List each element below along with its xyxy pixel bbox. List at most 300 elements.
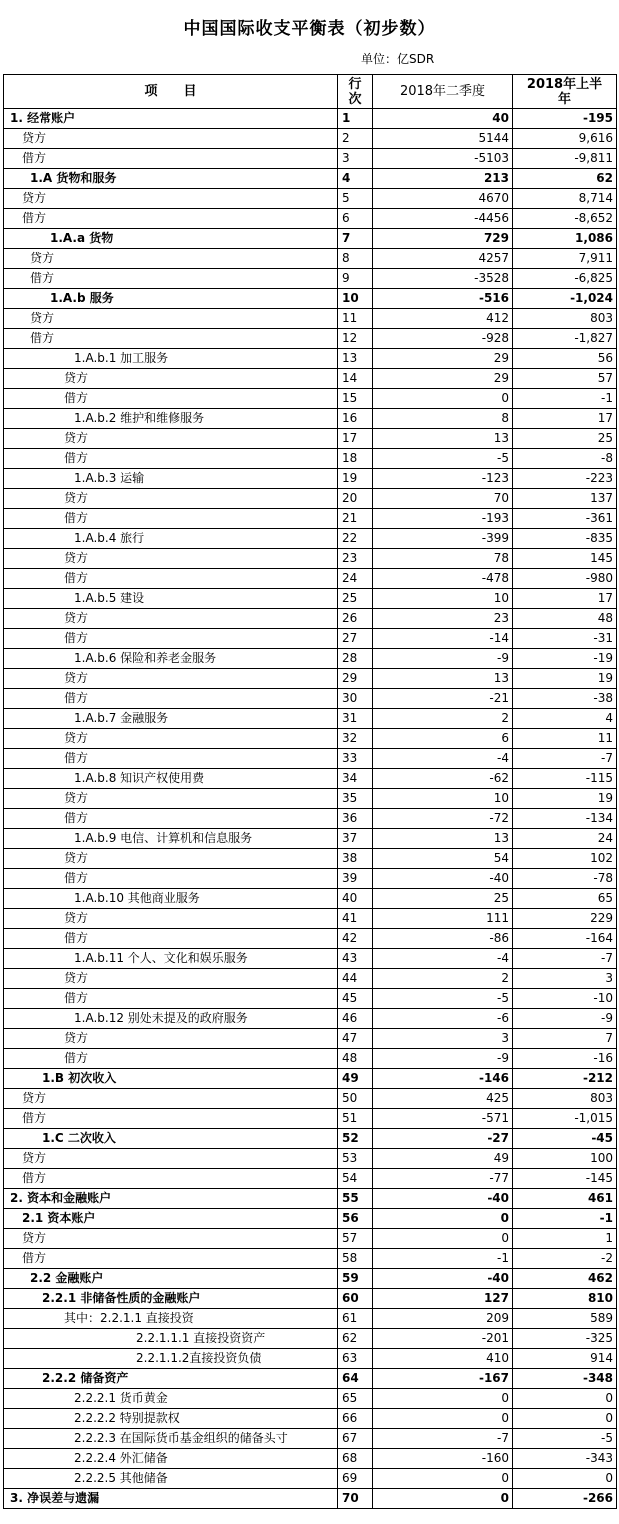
row-value-h1: -2 (513, 1249, 617, 1269)
row-item: 2.2.1.1.1 直接投资资产 (4, 1329, 338, 1349)
row-value-q2: -399 (373, 529, 513, 549)
row-number: 44 (338, 969, 373, 989)
row-value-h1: 7 (513, 1029, 617, 1049)
table-row (4, 1349, 617, 1369)
row-value-q2: 23 (373, 609, 513, 629)
table-row (4, 709, 617, 729)
row-item: 2.2.2.2 特别提款权 (4, 1409, 338, 1429)
row-number: 37 (338, 829, 373, 849)
row-value-q2: -40 (373, 1269, 513, 1289)
row-number: 56 (338, 1209, 373, 1229)
row-number: 7 (338, 229, 373, 249)
table-row (4, 269, 617, 289)
table-row (4, 1409, 617, 1429)
row-value-h1: 803 (513, 309, 617, 329)
row-number: 46 (338, 1009, 373, 1029)
table-row (4, 1469, 617, 1489)
row-value-h1: 65 (513, 889, 617, 909)
row-item: 贷方 (4, 1229, 338, 1249)
row-item: 2.2.1 非储备性质的金融账户 (4, 1289, 338, 1309)
row-value-h1: 0 (513, 1409, 617, 1429)
row-value-q2: 10 (373, 589, 513, 609)
row-value-h1: -10 (513, 989, 617, 1009)
row-item: 2.2.2.3 在国际货币基金组织的储备头寸 (4, 1429, 338, 1449)
row-item: 1.C 二次收入 (4, 1129, 338, 1149)
row-number: 52 (338, 1129, 373, 1149)
row-item: 贷方 (4, 129, 338, 149)
header-row-number: 行次 (338, 75, 373, 109)
row-value-q2: -201 (373, 1329, 513, 1349)
row-number: 49 (338, 1069, 373, 1089)
table-row (4, 809, 617, 829)
row-value-h1: -1 (513, 389, 617, 409)
table-row (4, 1309, 617, 1329)
row-number: 47 (338, 1029, 373, 1049)
row-value-h1: 57 (513, 369, 617, 389)
row-item: 借方 (4, 869, 338, 889)
row-value-h1: -19 (513, 649, 617, 669)
row-value-q2: -27 (373, 1129, 513, 1149)
row-item: 2.1 资本账户 (4, 1209, 338, 1229)
row-value-h1: 0 (513, 1389, 617, 1409)
table-row (4, 909, 617, 929)
row-value-q2: -21 (373, 689, 513, 709)
row-value-h1: -6,825 (513, 269, 617, 289)
row-value-h1: 19 (513, 789, 617, 809)
row-number: 28 (338, 649, 373, 669)
row-value-h1: -195 (513, 109, 617, 129)
row-item: 贷方 (4, 789, 338, 809)
row-value-q2: 54 (373, 849, 513, 869)
row-number: 40 (338, 889, 373, 909)
row-item: 1.A.b.9 电信、计算机和信息服务 (4, 829, 338, 849)
row-number: 23 (338, 549, 373, 569)
table-row (4, 329, 617, 349)
row-number: 64 (338, 1369, 373, 1389)
table-row (4, 889, 617, 909)
row-value-h1: 19 (513, 669, 617, 689)
row-value-q2: 40 (373, 109, 513, 129)
row-value-q2: -77 (373, 1169, 513, 1189)
row-value-h1: 1,086 (513, 229, 617, 249)
row-value-h1: -1,015 (513, 1109, 617, 1129)
row-number: 21 (338, 509, 373, 529)
row-value-q2: 410 (373, 1349, 513, 1369)
row-number: 54 (338, 1169, 373, 1189)
row-number: 45 (338, 989, 373, 1009)
row-value-q2: 49 (373, 1149, 513, 1169)
row-item: 贷方 (4, 189, 338, 209)
row-number: 43 (338, 949, 373, 969)
row-value-q2: -478 (373, 569, 513, 589)
row-item: 借方 (4, 929, 338, 949)
table-row (4, 1029, 617, 1049)
table-row (4, 189, 617, 209)
row-number: 29 (338, 669, 373, 689)
table-row (4, 1449, 617, 1469)
row-number: 58 (338, 1249, 373, 1269)
row-value-h1: 7,911 (513, 249, 617, 269)
row-value-h1: -38 (513, 689, 617, 709)
row-number: 16 (338, 409, 373, 429)
row-number: 69 (338, 1469, 373, 1489)
table-row (4, 109, 617, 129)
row-value-h1: 1 (513, 1229, 617, 1249)
row-value-q2: 5144 (373, 129, 513, 149)
table-row (4, 209, 617, 229)
row-number: 57 (338, 1229, 373, 1249)
table-row (4, 1049, 617, 1069)
row-number: 65 (338, 1389, 373, 1409)
row-item: 借方 (4, 329, 338, 349)
table-row (4, 429, 617, 449)
row-value-h1: -164 (513, 929, 617, 949)
table-header-row (4, 75, 617, 109)
table-row (4, 1189, 617, 1209)
row-number: 20 (338, 489, 373, 509)
row-value-h1: -115 (513, 769, 617, 789)
row-number: 4 (338, 169, 373, 189)
row-value-q2: 2 (373, 709, 513, 729)
row-number: 59 (338, 1269, 373, 1289)
row-number: 6 (338, 209, 373, 229)
row-item: 借方 (4, 389, 338, 409)
table-row (4, 929, 617, 949)
table-row (4, 969, 617, 989)
row-value-h1: 0 (513, 1469, 617, 1489)
row-number: 60 (338, 1289, 373, 1309)
row-item: 借方 (4, 209, 338, 229)
row-item: 1.A 货物和服务 (4, 169, 338, 189)
row-item: 1.A.b.10 其他商业服务 (4, 889, 338, 909)
header-q2-2018: 2018年二季度 (373, 75, 513, 109)
row-item: 贷方 (4, 969, 338, 989)
row-item: 1.A.b.1 加工服务 (4, 349, 338, 369)
row-number: 15 (338, 389, 373, 409)
row-item: 借方 (4, 1109, 338, 1129)
row-value-q2: 8 (373, 409, 513, 429)
row-value-h1: -1,024 (513, 289, 617, 309)
table-row (4, 1209, 617, 1229)
row-value-q2: -160 (373, 1449, 513, 1469)
row-value-q2: -146 (373, 1069, 513, 1089)
row-value-q2: 29 (373, 349, 513, 369)
row-value-h1: -7 (513, 749, 617, 769)
row-number: 41 (338, 909, 373, 929)
row-number: 62 (338, 1329, 373, 1349)
table-row (4, 1429, 617, 1449)
table-row (4, 689, 617, 709)
row-value-q2: 10 (373, 789, 513, 809)
row-number: 22 (338, 529, 373, 549)
row-number: 9 (338, 269, 373, 289)
table-row (4, 1389, 617, 1409)
row-item: 贷方 (4, 909, 338, 929)
row-number: 53 (338, 1149, 373, 1169)
row-item: 贷方 (4, 1029, 338, 1049)
row-value-h1: -325 (513, 1329, 617, 1349)
row-item: 1.A.b.7 金融服务 (4, 709, 338, 729)
row-item: 贷方 (4, 729, 338, 749)
row-value-q2: 4257 (373, 249, 513, 269)
row-value-h1: 11 (513, 729, 617, 749)
row-value-q2: 111 (373, 909, 513, 929)
row-value-q2: -9 (373, 649, 513, 669)
row-item: 1.A.b.5 建设 (4, 589, 338, 609)
row-item: 贷方 (4, 1089, 338, 1109)
table-row (4, 589, 617, 609)
row-value-q2: -1 (373, 1249, 513, 1269)
row-number: 24 (338, 569, 373, 589)
row-number: 66 (338, 1409, 373, 1429)
row-number: 61 (338, 1309, 373, 1329)
table-row (4, 169, 617, 189)
table-row (4, 569, 617, 589)
row-value-h1: -1 (513, 1209, 617, 1229)
table-row (4, 1149, 617, 1169)
row-value-h1: -223 (513, 469, 617, 489)
row-number: 55 (338, 1189, 373, 1209)
table-row (4, 1009, 617, 1029)
row-value-h1: 24 (513, 829, 617, 849)
row-value-h1: 8,714 (513, 189, 617, 209)
row-value-q2: 78 (373, 549, 513, 569)
header-h1-2018: 2018年上半年 (513, 75, 617, 109)
row-item: 1.B 初次收入 (4, 1069, 338, 1089)
row-number: 12 (338, 329, 373, 349)
row-item: 借方 (4, 749, 338, 769)
row-item: 1.A.b.3 运输 (4, 469, 338, 489)
table-row (4, 769, 617, 789)
row-number: 14 (338, 369, 373, 389)
table-row (4, 449, 617, 469)
row-value-h1: -343 (513, 1449, 617, 1469)
row-item: 2.2.2.4 外汇储备 (4, 1449, 338, 1469)
row-item: 贷方 (4, 1149, 338, 1169)
row-value-q2: -72 (373, 809, 513, 829)
table-row (4, 129, 617, 149)
row-item: 2.2 金融账户 (4, 1269, 338, 1289)
row-item: 3. 净误差与遗漏 (4, 1489, 338, 1509)
row-item: 借方 (4, 989, 338, 1009)
row-number: 33 (338, 749, 373, 769)
row-value-h1: 100 (513, 1149, 617, 1169)
row-number: 68 (338, 1449, 373, 1469)
table-row (4, 1289, 617, 1309)
row-value-q2: 25 (373, 889, 513, 909)
row-number: 10 (338, 289, 373, 309)
row-value-q2: 0 (373, 1409, 513, 1429)
row-number: 2 (338, 129, 373, 149)
row-number: 50 (338, 1089, 373, 1109)
row-number: 17 (338, 429, 373, 449)
table-row (4, 409, 617, 429)
row-item: 1.A.b.4 旅行 (4, 529, 338, 549)
row-item: 1.A.b.12 别处未提及的政府服务 (4, 1009, 338, 1029)
row-value-q2: 0 (373, 389, 513, 409)
table-row (4, 1129, 617, 1149)
row-value-h1: 102 (513, 849, 617, 869)
row-item: 贷方 (4, 309, 338, 329)
row-value-h1: -8,652 (513, 209, 617, 229)
row-item: 2.2.2.1 货币黄金 (4, 1389, 338, 1409)
table-row (4, 989, 617, 1009)
table-row (4, 1069, 617, 1089)
row-number: 42 (338, 929, 373, 949)
table-row (4, 349, 617, 369)
row-value-q2: -516 (373, 289, 513, 309)
row-value-h1: -212 (513, 1069, 617, 1089)
row-item: 借方 (4, 1049, 338, 1069)
row-value-h1: 589 (513, 1309, 617, 1329)
row-item: 1.A.b.11 个人、文化和娱乐服务 (4, 949, 338, 969)
row-value-q2: 412 (373, 309, 513, 329)
row-item: 贷方 (4, 249, 338, 269)
row-value-q2: -40 (373, 1189, 513, 1209)
row-value-q2: 209 (373, 1309, 513, 1329)
table-row (4, 629, 617, 649)
row-item: 借方 (4, 509, 338, 529)
row-number: 5 (338, 189, 373, 209)
row-value-h1: 9,616 (513, 129, 617, 149)
row-value-q2: -62 (373, 769, 513, 789)
page-title: 中国国际收支平衡表（初步数） (183, 19, 436, 39)
row-number: 32 (338, 729, 373, 749)
row-value-h1: -361 (513, 509, 617, 529)
table-body (4, 109, 617, 1509)
row-value-h1: 17 (513, 589, 617, 609)
row-value-h1: -16 (513, 1049, 617, 1069)
row-value-h1: -835 (513, 529, 617, 549)
row-item: 1.A.b.2 维护和维修服务 (4, 409, 338, 429)
table-row (4, 1329, 617, 1349)
table-row (4, 549, 617, 569)
row-value-q2: -123 (373, 469, 513, 489)
table-row (4, 309, 617, 329)
row-value-q2: -3528 (373, 269, 513, 289)
row-value-q2: 6 (373, 729, 513, 749)
table-row (4, 1369, 617, 1389)
row-value-h1: 810 (513, 1289, 617, 1309)
row-number: 63 (338, 1349, 373, 1369)
row-value-q2: 0 (373, 1469, 513, 1489)
row-item: 1.A.b.8 知识产权使用费 (4, 769, 338, 789)
row-value-h1: 62 (513, 169, 617, 189)
row-value-q2: -928 (373, 329, 513, 349)
row-value-q2: -571 (373, 1109, 513, 1129)
row-value-q2: 0 (373, 1209, 513, 1229)
row-value-q2: 0 (373, 1229, 513, 1249)
table-row (4, 149, 617, 169)
row-item: 借方 (4, 689, 338, 709)
row-item: 1.A.b 服务 (4, 289, 338, 309)
row-value-h1: 4 (513, 709, 617, 729)
row-value-h1: -1,827 (513, 329, 617, 349)
row-value-q2: 729 (373, 229, 513, 249)
row-number: 51 (338, 1109, 373, 1129)
row-value-q2: -14 (373, 629, 513, 649)
row-value-q2: -5 (373, 449, 513, 469)
row-value-h1: 145 (513, 549, 617, 569)
table-row (4, 1109, 617, 1129)
row-number: 39 (338, 869, 373, 889)
row-item: 借方 (4, 809, 338, 829)
table-row (4, 729, 617, 749)
row-value-q2: 29 (373, 369, 513, 389)
row-item: 1.A.a 货物 (4, 229, 338, 249)
row-value-q2: -4 (373, 949, 513, 969)
row-item: 2. 资本和金融账户 (4, 1189, 338, 1209)
table-row (4, 1169, 617, 1189)
table-row (4, 529, 617, 549)
row-value-q2: 213 (373, 169, 513, 189)
row-number: 48 (338, 1049, 373, 1069)
table-row (4, 289, 617, 309)
table-row (4, 1089, 617, 1109)
row-value-h1: 25 (513, 429, 617, 449)
row-value-q2: -193 (373, 509, 513, 529)
row-value-h1: 3 (513, 969, 617, 989)
row-number: 27 (338, 629, 373, 649)
row-item: 贷方 (4, 609, 338, 629)
row-number: 31 (338, 709, 373, 729)
row-value-h1: -5 (513, 1429, 617, 1449)
row-value-q2: 127 (373, 1289, 513, 1309)
row-value-h1: 803 (513, 1089, 617, 1109)
row-number: 38 (338, 849, 373, 869)
row-value-h1: 914 (513, 1349, 617, 1369)
table-row (4, 389, 617, 409)
row-item: 贷方 (4, 369, 338, 389)
table-row (4, 489, 617, 509)
table-row (4, 509, 617, 529)
row-value-h1: -31 (513, 629, 617, 649)
table-row (4, 1249, 617, 1269)
row-value-q2: -9 (373, 1049, 513, 1069)
row-number: 18 (338, 449, 373, 469)
row-value-q2: 0 (373, 1389, 513, 1409)
row-number: 3 (338, 149, 373, 169)
row-value-h1: 137 (513, 489, 617, 509)
row-value-h1: -8 (513, 449, 617, 469)
row-number: 19 (338, 469, 373, 489)
row-item: 贷方 (4, 549, 338, 569)
row-number: 67 (338, 1429, 373, 1449)
row-item: 借方 (4, 629, 338, 649)
row-value-q2: 0 (373, 1489, 513, 1509)
row-number: 30 (338, 689, 373, 709)
row-value-q2: -167 (373, 1369, 513, 1389)
header-item: 项 目 (4, 75, 338, 109)
table-row (4, 789, 617, 809)
row-value-q2: 2 (373, 969, 513, 989)
balance-of-payments-table (3, 74, 617, 1509)
row-item: 2.2.2.5 其他储备 (4, 1469, 338, 1489)
row-item: 借方 (4, 269, 338, 289)
table-row (4, 869, 617, 889)
row-value-q2: -5103 (373, 149, 513, 169)
row-number: 36 (338, 809, 373, 829)
row-value-h1: -980 (513, 569, 617, 589)
row-value-q2: -4 (373, 749, 513, 769)
row-number: 1 (338, 109, 373, 129)
table-row (4, 849, 617, 869)
row-value-h1: 229 (513, 909, 617, 929)
table-row (4, 229, 617, 249)
row-value-q2: 13 (373, 429, 513, 449)
row-number: 11 (338, 309, 373, 329)
row-item: 借方 (4, 449, 338, 469)
